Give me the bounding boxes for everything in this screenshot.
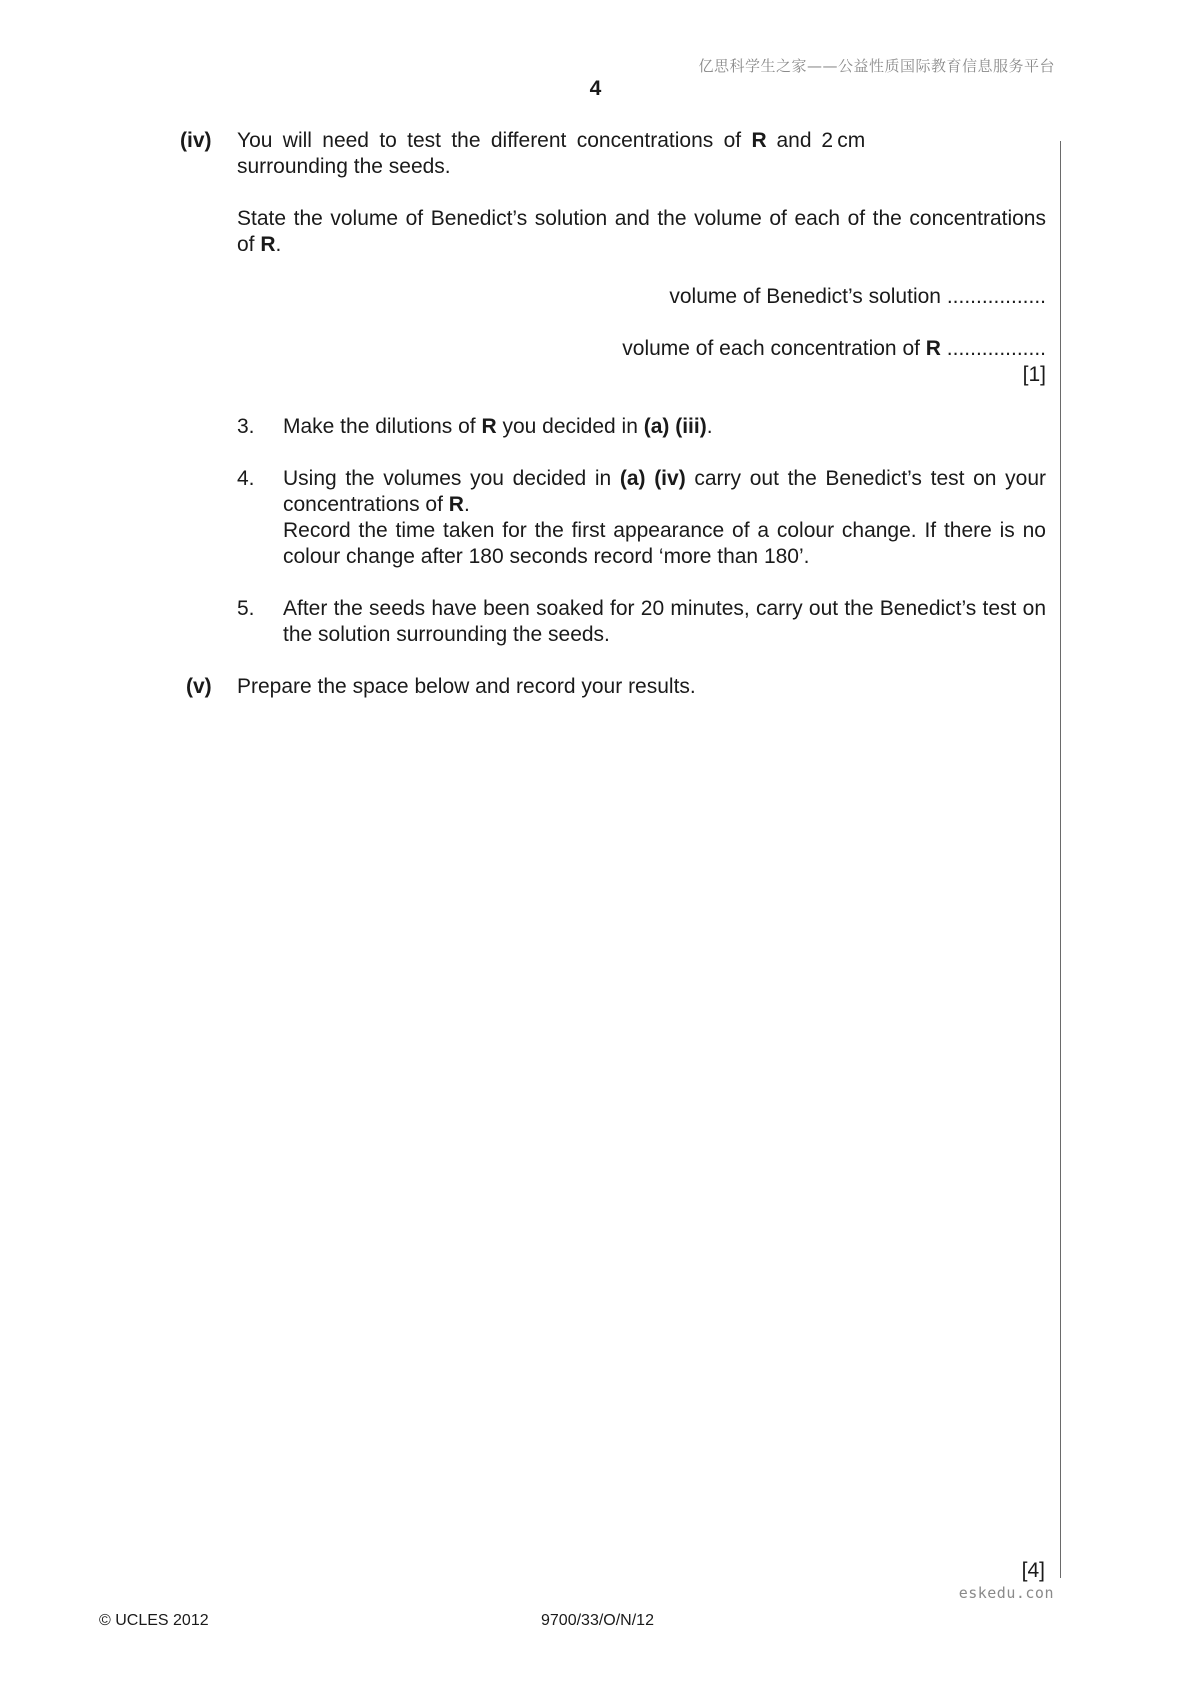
- answer-benedict-dots[interactable]: .................: [946, 285, 1046, 308]
- answer-concentration-volume[interactable]: [237, 336, 1046, 362]
- answer-concentration-label: volume of each concentration of R: [622, 337, 941, 360]
- answer-benedict-label: volume of Benedict’s solution: [669, 285, 947, 308]
- header-watermark: 亿思科学生之家——公益性质国际教育信息服务平台: [698, 57, 1055, 75]
- step-5-text: After the seeds have been soaked for 20 minutes, carry out the Benedict’s test on the solution surrounding the seeds.: [283, 597, 1046, 646]
- footer-copyright: © UCLES 2012: [99, 1612, 209, 1629]
- step-3-number: 3.: [237, 415, 255, 438]
- page-number: 4: [589, 77, 602, 100]
- question-iv-marks: [1]: [1022, 363, 1046, 386]
- answer-concentration-dots[interactable]: .................: [940, 337, 1046, 360]
- question-iv-instruction: State the volume of Benedict’s solution and the volume of each of the concentrations of R.: [237, 207, 1046, 256]
- question-iv-label: (iv): [180, 129, 212, 152]
- step-4-number: 4.: [237, 467, 255, 490]
- question-iv-line2: surrounding the seeds.: [237, 155, 451, 178]
- footer-paper-code: 9700/33/O/N/12: [541, 1612, 654, 1629]
- step-3-text: Make the dilutions of R you decided in (a) (iii).: [283, 415, 713, 438]
- results-space[interactable]: [237, 710, 1046, 1540]
- question-v-text: Prepare the space below and record your results.: [237, 675, 696, 698]
- question-v-label: (v): [186, 675, 212, 698]
- step-5-number: 5.: [237, 597, 255, 620]
- question-v-marks: [4]: [1021, 1559, 1045, 1582]
- footer-watermark: eskedu.con: [958, 1584, 1054, 1602]
- question-iv-intro: [237, 128, 1046, 180]
- question-iv-line1: You will need to test the different concentrations of R and 2 cm: [237, 129, 866, 152]
- answer-benedict-volume[interactable]: [237, 284, 1046, 310]
- margin-rule: [1060, 141, 1061, 1578]
- step-4-text: Using the volumes you decided in (a) (iv) carry out the Benedict’s test on your concentrations of R. Record the time taken for the first appearance of a colour change. If there is no colour change after 180 seconds record ‘more than 180’.: [283, 467, 1046, 568]
